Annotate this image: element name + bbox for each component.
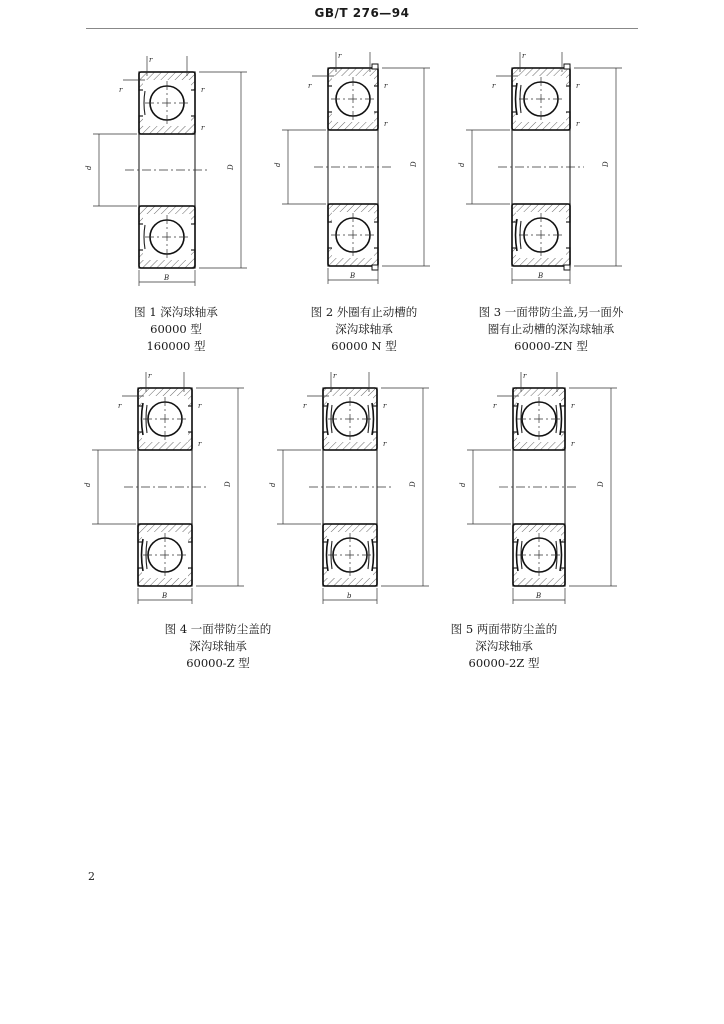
bearing-section-top (513, 388, 565, 450)
bearing-section-top (138, 388, 192, 450)
figure-1-caption: 图 1 深沟球轴承 60000 型 160000 型 (134, 305, 218, 353)
label-r: r (571, 402, 575, 410)
label-d: d (84, 482, 92, 487)
label-r: r (338, 52, 342, 60)
label-r: r (383, 440, 387, 448)
label-B: b (347, 592, 352, 600)
label-r: r (384, 120, 388, 128)
label-r: r (149, 56, 153, 64)
bearing-section-top (512, 68, 570, 130)
label-D: D (227, 164, 235, 170)
label-r: r (383, 402, 387, 410)
bearing-section-bottom (513, 524, 565, 586)
snap-groove (564, 265, 570, 270)
label-d: d (459, 482, 467, 487)
label-r: r (119, 86, 123, 94)
figure-4-caption: 图 4 一面带防尘盖的 深沟球轴承 60000-Z 型 (164, 622, 272, 670)
label-r: r (333, 372, 337, 380)
label-r: r (201, 124, 205, 132)
bearing-section-bottom (512, 204, 570, 266)
label-B: B (350, 272, 356, 280)
label-r: r (384, 82, 388, 90)
label-d: d (269, 482, 277, 487)
bearing-section-top (139, 72, 195, 134)
label-B: B (162, 592, 168, 600)
label-r: r (198, 402, 202, 410)
label-r: r (576, 120, 580, 128)
bearing-section-bottom (328, 204, 378, 266)
label-r: r (522, 52, 526, 60)
label-r: r (576, 82, 580, 90)
label-D: D (410, 161, 418, 167)
figure-3-caption: 图 3 一面带防尘盖,另一面外 圈有止动槽的深沟球轴承 60000-ZN 型 (478, 305, 624, 353)
label-r: r (308, 82, 312, 90)
label-r: r (303, 402, 307, 410)
snap-groove (564, 64, 570, 69)
label-d: d (458, 162, 466, 167)
bearing-section-top (323, 388, 377, 450)
figure-6-drawing (459, 372, 617, 604)
figure-2-drawing (274, 52, 430, 284)
figure-4-drawing (84, 372, 244, 604)
label-B: B (536, 592, 542, 600)
figure-1-drawing (85, 56, 247, 286)
bearing-section-bottom (138, 524, 192, 586)
label-r: r (523, 372, 527, 380)
page-header: GB/T 276—94 (314, 6, 410, 20)
figure-2-caption: 图 2 外圈有止动槽的 深沟球轴承 60000 N 型 (310, 305, 418, 353)
label-D: D (597, 481, 605, 487)
bearing-section-bottom (139, 206, 195, 268)
bearing-section-top (328, 68, 378, 130)
figure-3-drawing (458, 52, 622, 284)
label-r: r (118, 402, 122, 410)
label-r: r (571, 440, 575, 448)
label-r: r (198, 440, 202, 448)
label-r: r (201, 86, 205, 94)
label-D: D (224, 481, 232, 487)
label-B: B (164, 274, 170, 282)
bearing-section-bottom (323, 524, 377, 586)
label-D: D (409, 481, 417, 487)
label-D: D (602, 161, 610, 167)
label-d: d (274, 162, 282, 167)
snap-groove (372, 265, 378, 270)
label-B: B (538, 272, 544, 280)
label-r: r (148, 372, 152, 380)
snap-groove (372, 64, 378, 69)
label-r: r (493, 402, 497, 410)
label-r: r (492, 82, 496, 90)
label-d: d (85, 165, 93, 170)
page-number: 2 (88, 870, 95, 883)
figure-5-caption: 图 5 两面带防尘盖的 深沟球轴承 60000-2Z 型 (450, 622, 558, 670)
figure-5-drawing (269, 372, 429, 604)
